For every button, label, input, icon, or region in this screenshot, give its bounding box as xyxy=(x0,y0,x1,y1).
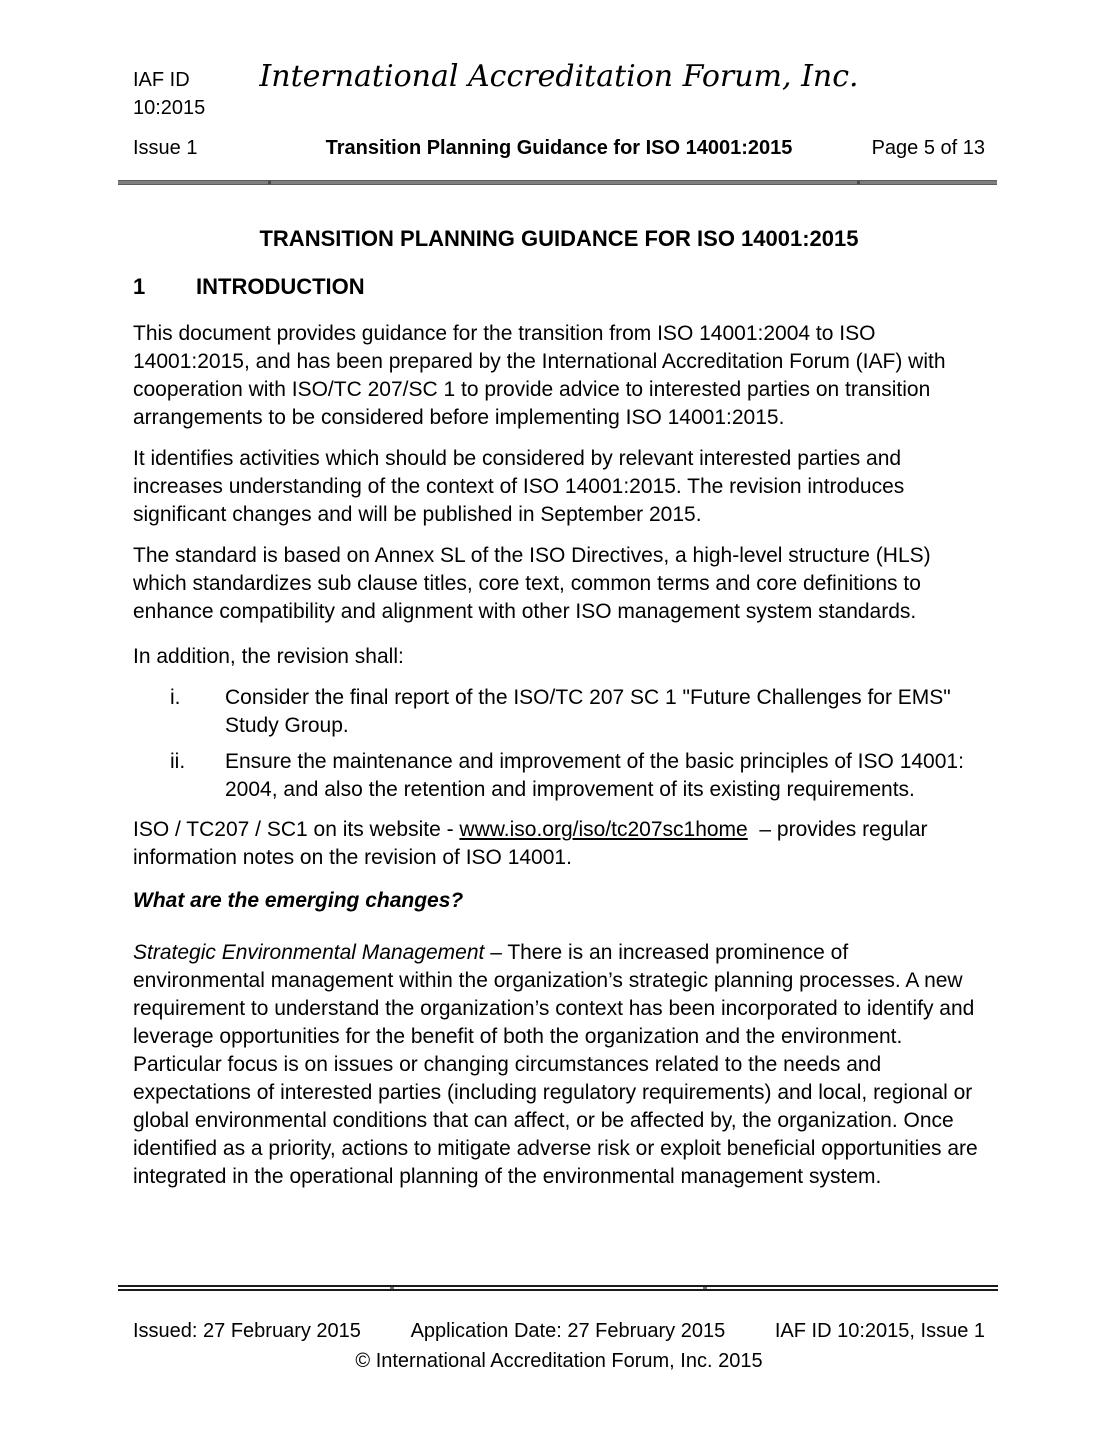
paragraph-in-addition: In addition, the revision shall: xyxy=(133,645,404,668)
section-number: 1 xyxy=(133,274,146,299)
strategic-rest: – There is an increased prominence of environmental management within the organization’s strategic planning processes. A new requirement to understand the organization’s context has been incorporated to identify and leverage opportunities for the benefit of both the organization and the environment. Particular focus is on issues or changing circumstances related to the needs and expectations of interested parties (including regulatory requirements) and local, regional or global environmental conditions that can affect, or be affected by, the organization. Once identified as a priority, actions to mitigate adverse risk or exploit beneficial opportunities are integrated in the operational planning of the environmental management system. xyxy=(133,941,978,1188)
org-name: International Accreditation Forum, Inc. xyxy=(259,59,859,94)
footer-rule xyxy=(118,1285,998,1291)
list-marker: ii. xyxy=(170,750,186,773)
website-text-before: ISO / TC207 / SC1 on its website - xyxy=(133,818,460,841)
footer-rule-tick xyxy=(390,1287,394,1289)
website-text-after: – provides regular information notes on the revision of ISO 14001. xyxy=(133,818,928,869)
doc-id: IAF ID 10:2015 xyxy=(133,69,206,119)
subheading-emerging-changes: What are the emerging changes? xyxy=(133,889,464,912)
paragraph-intro-2: It identifies activities which should be considered by relevant interested parties and increases understanding of the context of ISO 14001:2015. The revision introduces significant changes and will be published in September 2015. xyxy=(133,447,905,526)
strategic-lead: Strategic Environmental Management xyxy=(133,941,485,964)
iso-website-link[interactable]: www.iso.org/iso/tc207sc1home xyxy=(459,818,748,841)
paragraph-intro-3: The standard is based on Annex SL of the ISO Directives, a high-level structure (HLS) which standardizes sub clause titles, core text, common terms and core definitions to enhance compatibility and alignment with other ISO management system standards. xyxy=(133,544,931,623)
header-doc-title: Transition Planning Guidance for ISO 14001:2015 xyxy=(325,137,793,159)
section-heading-introduction xyxy=(133,273,985,301)
footer-issued-date: Issued: 27 February 2015 xyxy=(133,1320,361,1342)
footer-doc-ref: IAF ID 10:2015, Issue 1 xyxy=(774,1320,985,1342)
section-title: INTRODUCTION xyxy=(196,274,365,299)
footer-copyright: © International Accreditation Forum, Inc. 2015 xyxy=(355,1350,763,1372)
header-row-1 xyxy=(133,58,985,122)
list-item-i xyxy=(133,684,985,740)
list-item-text: Consider the final report of the ISO/TC 207 SC 1 "Future Challenges for EMS" Study Group. xyxy=(225,686,951,737)
page-title: TRANSITION PLANNING GUIDANCE FOR ISO 14001:2015 xyxy=(259,226,859,251)
paragraph-website xyxy=(133,816,985,872)
footer-application-date: Application Date: 27 February 2015 xyxy=(410,1320,726,1342)
page-content xyxy=(133,0,985,1191)
header-rule xyxy=(118,180,997,185)
header-row-2 xyxy=(133,134,985,162)
page-number: Page 5 of 13 xyxy=(871,137,985,159)
list-item-text: Ensure the maintenance and improvement of the basic principles of ISO 14001: 2004, and also the retention and improvement of its existing requirements. xyxy=(225,750,964,801)
paragraph-strategic xyxy=(133,939,985,1191)
list-marker: i. xyxy=(170,686,181,709)
footer-row xyxy=(133,1318,985,1344)
issue-label: Issue 1 xyxy=(133,137,198,159)
paragraph-intro-1: This document provides guidance for the transition from ISO 14001:2004 to ISO 14001:2015, and has been prepared by the International Accreditation Forum (IAF) with cooperation with ISO/TC 207/SC 1 to provide advice to interested parties on transition arrangements to be considered before implementing ISO 14001:2015. xyxy=(133,322,946,429)
header-rule-tick xyxy=(857,181,860,184)
header-rule-tick xyxy=(268,181,271,184)
list-item-ii xyxy=(133,748,985,804)
footer-rule-tick xyxy=(703,1287,707,1289)
